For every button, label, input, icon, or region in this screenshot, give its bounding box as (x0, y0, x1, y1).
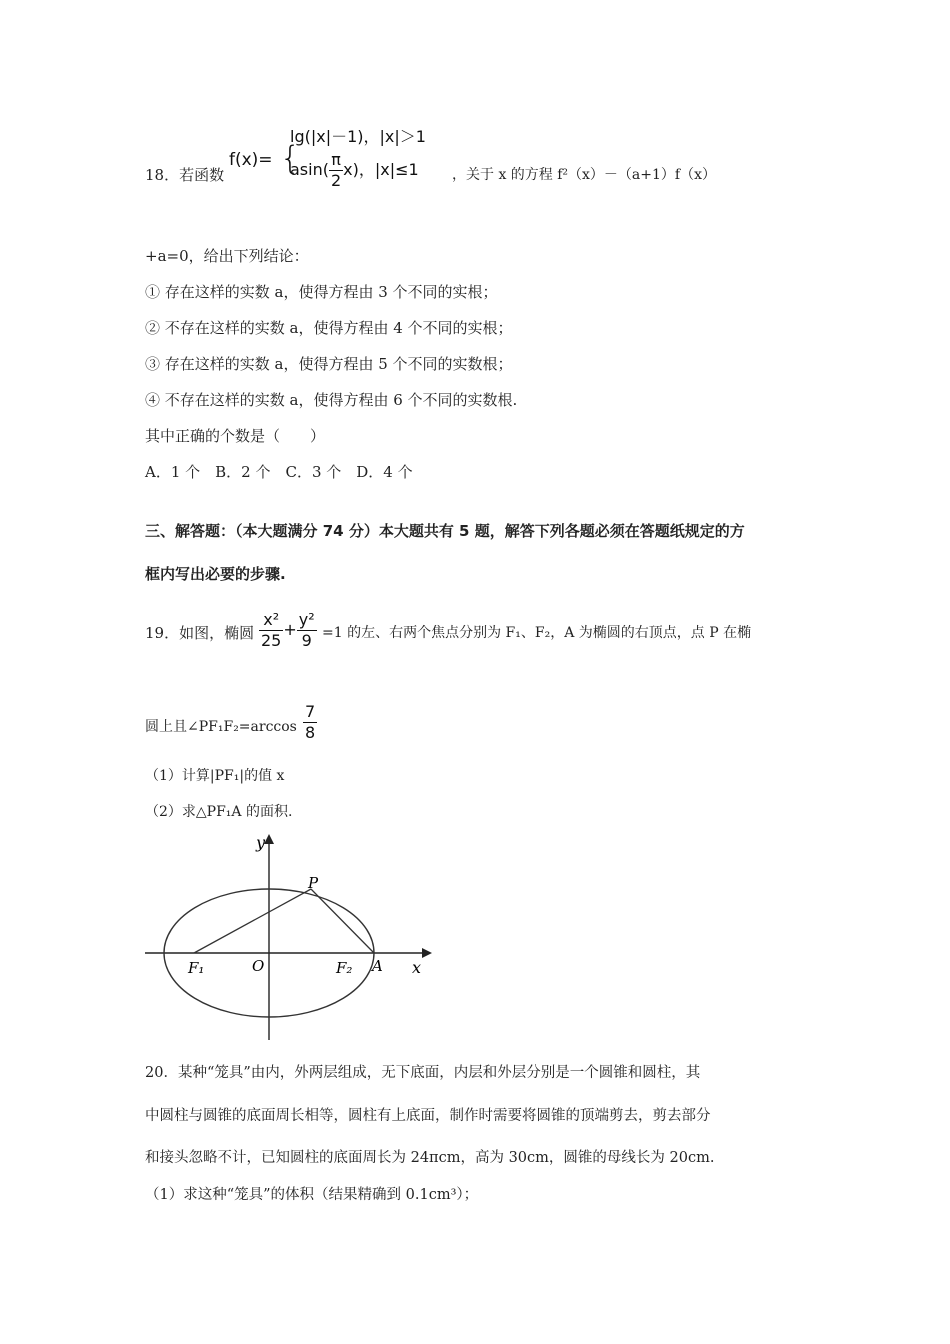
label-f2: F₂ (336, 959, 353, 977)
q18-case2 (290, 150, 419, 191)
q18-item-3: ③ 存在这样的实数 a，使得方程由 5 个不同的实数根； (145, 355, 513, 373)
frac-den: 2 (330, 171, 342, 190)
q18-case2-b: x)，|x|≤1 (343, 160, 419, 179)
q18-item-1: ① 存在这样的实数 a，使得方程由 3 个不同的实根； (145, 283, 498, 301)
q19-ellipse-equation (259, 610, 317, 651)
q18-case2-a: asin( (290, 160, 329, 179)
q20-line2: 中圆柱与圆锥的底面周长相等，圆柱有上底面，制作时需要将圆锥的顶端剪去，剪去部分 (145, 1108, 711, 1124)
q18-suffix: ，关于 x 的方程 f²（x）－（a+1）f（x） (452, 167, 716, 183)
label-f1: F₁ (188, 959, 205, 977)
x-squared-over-25 (259, 610, 283, 651)
q19-prefix: 19．如图，椭圆 (145, 624, 255, 642)
frac-num: 7 (305, 702, 316, 721)
q18-question: 其中正确的个数是（ ） (145, 427, 326, 445)
frac-den: 9 (301, 631, 312, 650)
q18-function-label: f(x)= (229, 150, 273, 170)
ellipse-figure (140, 828, 440, 1048)
label-o: O (252, 957, 265, 975)
q19-sub1: （1）计算|PF₁|的值 x (145, 768, 285, 784)
label-p: P (308, 874, 319, 892)
segment-p-a (311, 889, 374, 953)
q19-line2: 圆上且∠PF₁F₂=arccos (145, 719, 297, 735)
frac-num: y² (298, 610, 315, 629)
q19-sub2: （2）求△PF₁A 的面积. (145, 804, 293, 820)
frac-num: π (329, 150, 343, 171)
frac-den: 8 (305, 723, 316, 742)
q18-case1: lg(|x|－1)，|x|＞1 (290, 127, 426, 146)
label-x: x (412, 958, 422, 977)
label-a: A (372, 957, 383, 975)
q18-pi-over-2 (329, 150, 343, 191)
q18-prefix: 18．若函数 (145, 166, 225, 184)
x-axis-arrow (422, 948, 432, 958)
y-axis-arrow (264, 834, 274, 844)
q18-continuation: +a=0，给出下列结论： (145, 247, 309, 265)
section3-heading-line2: 框内写出必要的步骤. (145, 565, 286, 583)
q19-suffix: =1 的左、右两个焦点分别为 F₁、F₂，A 为椭圆的右顶点，点 P 在椭 (322, 625, 752, 641)
q20-line1: 20．某种“笼具”由内，外两层组成，无下底面，内层和外层分别是一个圆锥和圆柱，其 (145, 1065, 701, 1081)
piecewise-brace: { (280, 139, 301, 177)
frac-num: x² (259, 610, 283, 631)
seven-over-eight (303, 702, 317, 743)
label-y: y (256, 833, 266, 852)
q20-line3: 和接头忽略不计，已知圆柱的底面周长为 24πcm，高为 30cm，圆锥的母线长为 20cm. (145, 1150, 715, 1166)
q18-options: A．1 个 B．2 个 C．3 个 D．4 个 (145, 463, 413, 481)
q18-item-2: ② 不存在这样的实数 a，使得方程由 4 个不同的实根； (145, 319, 513, 337)
y-squared-over-9 (297, 610, 317, 651)
plus-sign: + (283, 620, 297, 639)
q19-arccos-fraction (303, 702, 317, 743)
section3-heading-line1: 三、解答题：（本大题满分 74 分）本大题共有 5 题，解答下列各题必须在答题纸规定的方 (145, 522, 745, 540)
frac-den: 25 (261, 631, 282, 650)
q18-item-4: ④ 不存在这样的实数 a，使得方程由 6 个不同的实数根. (145, 391, 518, 409)
q20-sub1: （1）求这种“笼具”的体积（结果精确到 0.1cm³）； (145, 1187, 479, 1203)
